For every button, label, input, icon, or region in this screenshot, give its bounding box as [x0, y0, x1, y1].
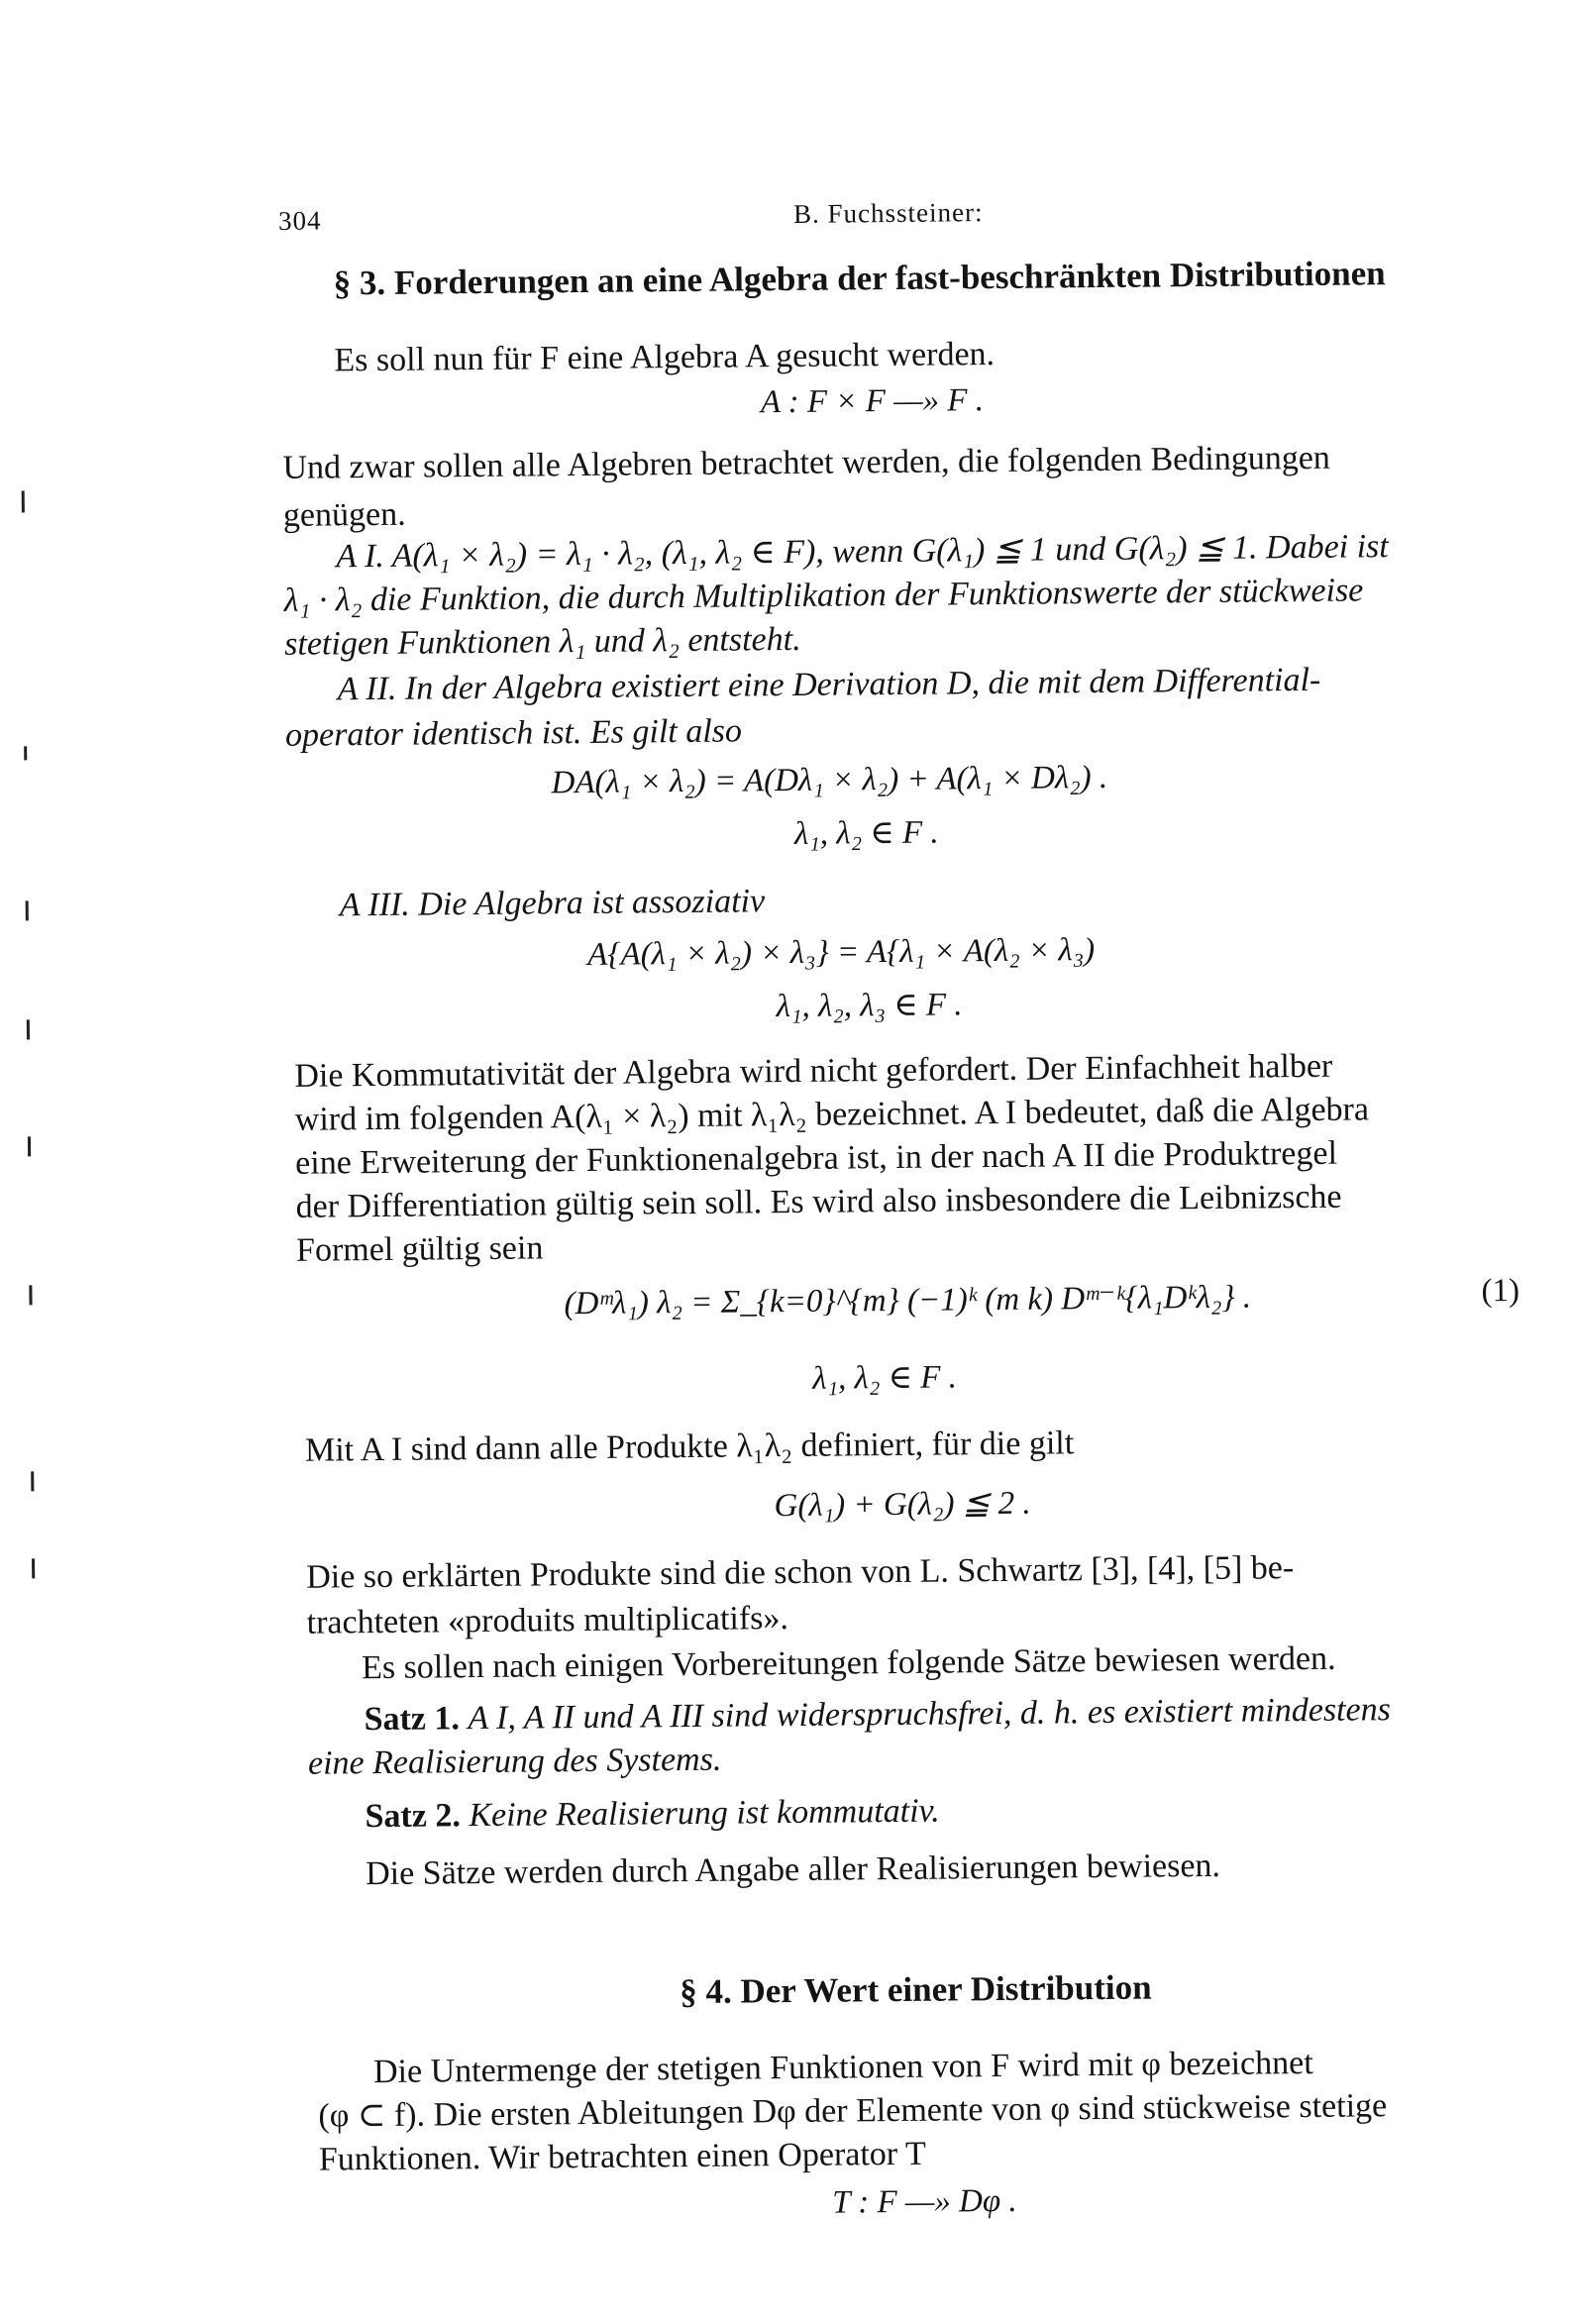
- paragraph-products: Mit A I sind dann alle Produkte λ₁λ₂ definiert, für die gilt: [304, 1425, 1075, 1469]
- axiom-a1-line-1: A I. A(λ₁ × λ₂) = λ₁ · λ₂, (λ₁, λ₂ ∈ F), wenn G(λ₁) ≦ 1 und G(λ₂) ≦ 1. Dabei ist: [336, 528, 1389, 576]
- paragraph-commutativity-line-2: wird im folgenden A(λ₁ × λ₂) mit λ₁λ₂ bezeichnet. A I bedeutet, daß die Algebra: [294, 1091, 1370, 1138]
- axiom-a3-line-1: A III. Die Algebra ist assoziativ: [339, 883, 766, 924]
- axiom-a1-line-2: λ₁ · λ₂ die Funktion, die durch Multiplikation der Funktionswerte der stückweise: [283, 572, 1364, 619]
- theorem-1: [364, 1690, 1391, 1740]
- axiom-a1-line-3: stetigen Funktionen λ₁ und λ₂ entsteht.: [284, 620, 801, 663]
- equation-number-1: (1): [1481, 1272, 1520, 1310]
- axiom-a2-line-1: A II. In der Algebra existiert eine Derivation D, die mit dem Differential-: [337, 661, 1321, 708]
- theorem-1-text: A I, A II und A III sind widerspruchsfrei, d. h. es existiert mindestens: [468, 1691, 1392, 1738]
- theorem-2-text: Keine Realisierung ist kommutativ.: [469, 1792, 940, 1835]
- margin-mark: [32, 1558, 35, 1578]
- paragraph-proof-note: Die Sätze werden durch Angabe aller Realisierungen bewiesen.: [365, 1847, 1221, 1893]
- page-number: 304: [277, 205, 322, 236]
- section-4-line-2: (φ ⊂ f). Die ersten Ableitungen Dφ der Elemente von φ sind stückweise stetige: [318, 2087, 1388, 2135]
- margin-mark: [26, 900, 29, 920]
- theorem-2-label: Satz 2.: [365, 1797, 462, 1836]
- margin-mark: [29, 1285, 32, 1305]
- paragraph-commutativity-line-1: Die Kommutativität der Algebra wird nicht gefordert. Der Einfachheit halber: [294, 1047, 1333, 1095]
- equation-associativity-condition: λ₁, λ₂, λ₃ ∈ F .: [776, 987, 963, 1025]
- equation-derivation: DA(λ₁ × λ₂) = A(Dλ₁ × λ₂) + A(λ₁ × Dλ₂) .: [551, 759, 1108, 801]
- margin-mark: [24, 746, 27, 760]
- paragraph-conditions-line-2: genügen.: [282, 495, 406, 534]
- axiom-a2-line-2: operator identisch ist. Es gilt also: [284, 712, 743, 754]
- equation-leibniz-condition: λ₁, λ₂ ∈ F .: [812, 1359, 958, 1397]
- theorem-2: [365, 1792, 939, 1838]
- paragraph-intro: Es soll nun für F eine Algebra A gesucht werden.: [334, 336, 996, 379]
- paragraph-schwartz-line-1: Die so erklärten Produkte sind die schon von L. Schwartz [3], [4], [5] be-: [306, 1549, 1295, 1596]
- equation-derivation-condition: λ₁, λ₂ ∈ F .: [793, 814, 939, 852]
- paragraph-schwartz-line-2: trachteten «produits multiplicatifs».: [306, 1600, 789, 1641]
- margin-mark: [27, 1019, 30, 1039]
- equation-operator-t: T : F —» Dφ .: [832, 2182, 1017, 2221]
- section-4-heading: § 4. Der Wert einer Distribution: [680, 1967, 1152, 2012]
- paragraph-commutativity-line-3: eine Erweiterung der Funktionenalgebra ist, in der nach A II die Produktregel: [295, 1134, 1338, 1182]
- equation-associativity: A{A(λ₁ × λ₂) × λ₃} = A{λ₁ × A(λ₂ × λ₃): [587, 932, 1096, 973]
- running-head: B. Fuchssteiner:: [792, 197, 984, 229]
- theorem-1-label: Satz 1.: [364, 1700, 461, 1739]
- paragraph-commutativity-line-4: der Differentiation gültig sein soll. Es wird also insbesondere die Leibnizsche: [295, 1178, 1342, 1225]
- equation-leibniz: (Dᵐλ₁) λ₂ = Σ_{k=0}^{m} (−1)ᵏ (m k) Dᵐ⁻ᵏ{λ₁Dᵏλ₂} .: [564, 1279, 1252, 1322]
- theorem-1-line-2: eine Realisierung des Systems.: [307, 1741, 722, 1782]
- margin-mark: [28, 1136, 31, 1156]
- section-3-heading: § 3. Forderungen an eine Algebra der fast-beschränkten Distributionen: [333, 254, 1386, 303]
- paragraph-conditions-line-1: Und zwar sollen alle Algebren betrachtet werden, die folgenden Bedingungen: [282, 439, 1331, 486]
- margin-mark: [31, 1471, 34, 1491]
- margin-mark: [22, 490, 25, 512]
- paragraph-commutativity-line-5: Formel gültig sein: [295, 1229, 544, 1269]
- equation-algebra-map: A : F × F —» F .: [760, 382, 985, 421]
- section-4-line-3: Funktionen. Wir betrachten einen Operator T: [318, 2135, 926, 2178]
- paragraph-preparation: Es sollen nach einigen Vorbereitungen folgende Sätze bewiesen werden.: [361, 1639, 1336, 1687]
- section-4-line-1: Die Untermenge der stetigen Funktionen von F wird mit φ bezeichnet: [372, 2044, 1313, 2091]
- equation-growth-sum: G(λ₁) + G(λ₂) ≦ 2 .: [774, 1485, 1031, 1525]
